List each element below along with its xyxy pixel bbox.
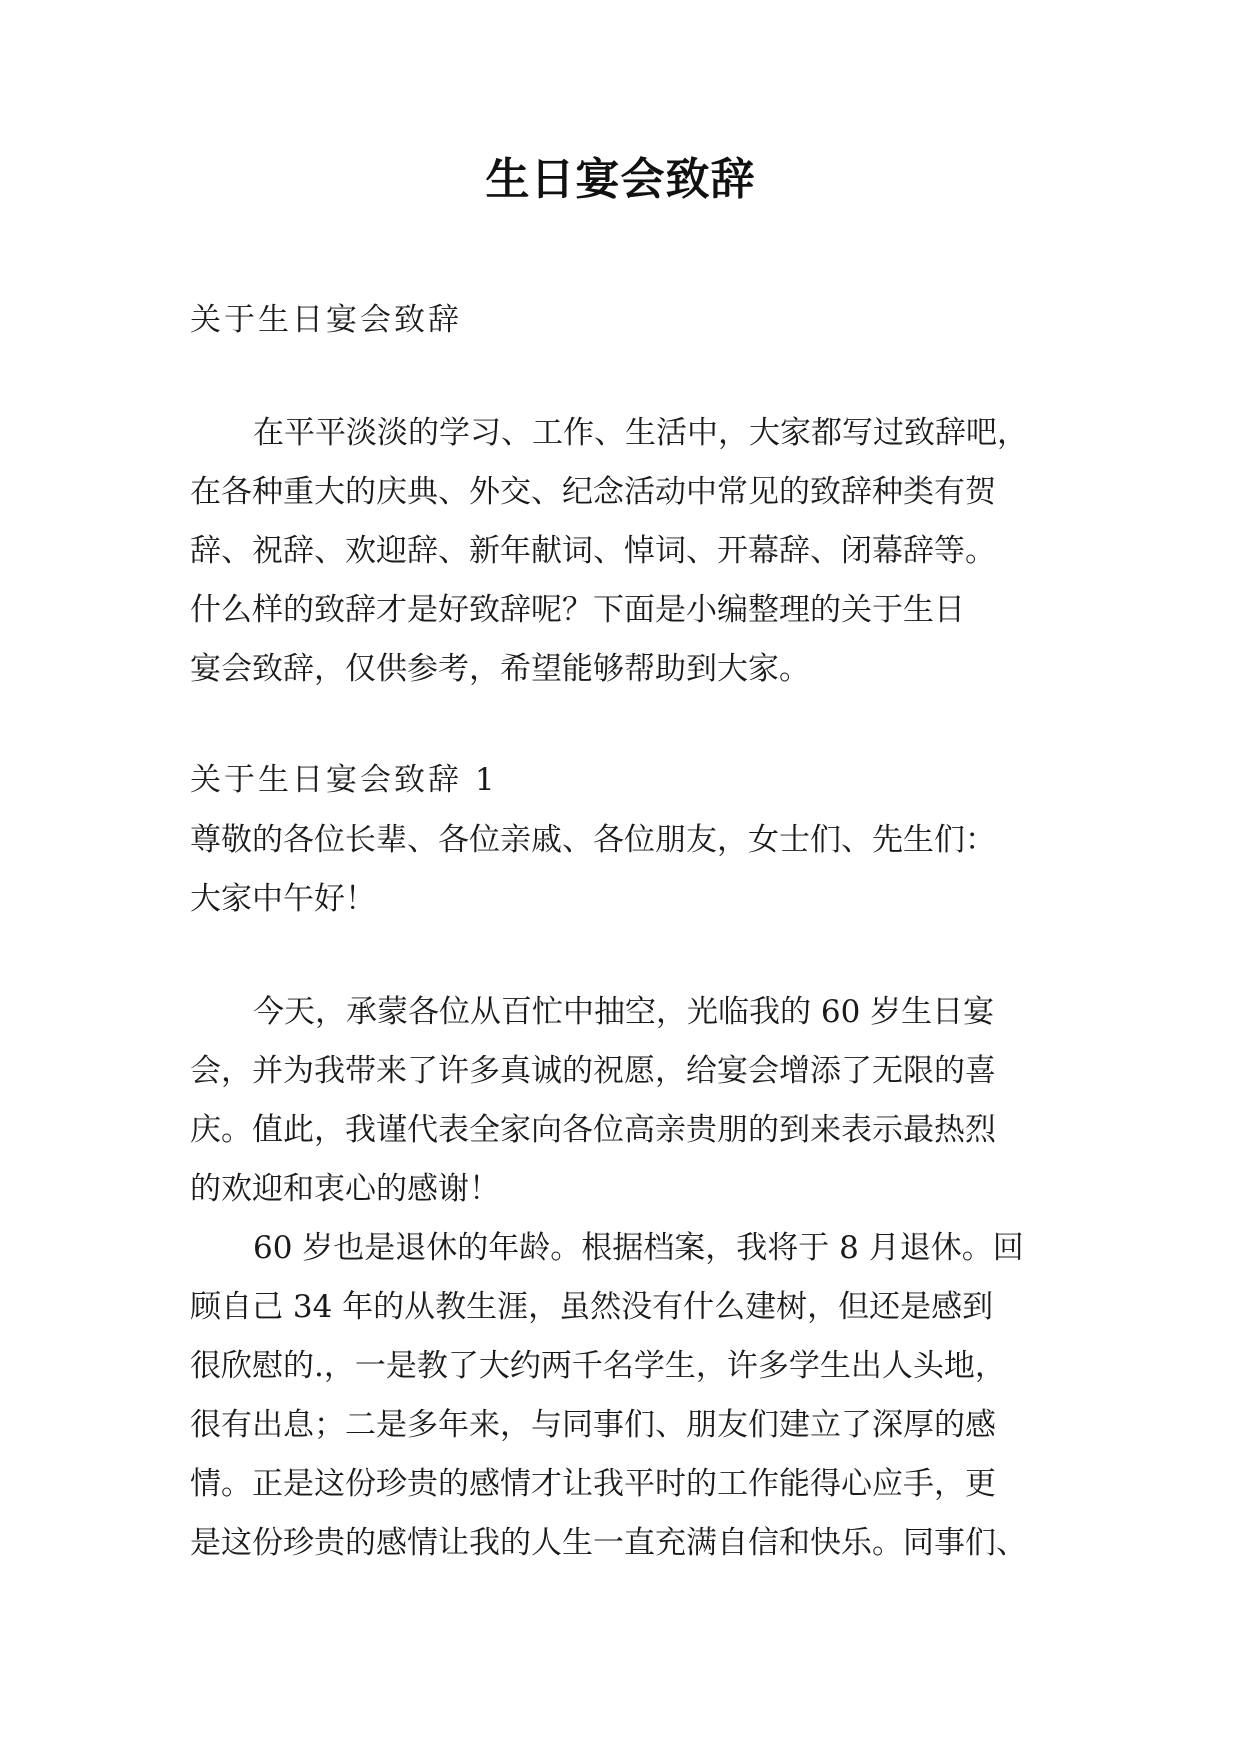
paragraph-line: 顾自己 34 年的从教生涯，虽然没有什么建树，但还是感到 bbox=[190, 1289, 994, 1325]
document-title: 生日宴会致辞 bbox=[485, 154, 756, 205]
paragraph-line: 会，并为我带来了许多真诚的祝愿，给宴会增添了无限的喜 bbox=[190, 1053, 996, 1089]
salutation-line: 尊敬的各位长辈、各位亲戚、各位朋友，女士们、先生们： bbox=[190, 822, 996, 858]
paragraph-line: 很有出息；二是多年来，与同事们、朋友们建立了深厚的感 bbox=[190, 1407, 996, 1443]
paragraph-line: 庆。值此，我谨代表全家向各位高亲贵朋的到来表示最热烈 bbox=[190, 1112, 996, 1148]
paragraph-line: 在各种重大的庆典、外交、纪念活动中常见的致辞种类有贺 bbox=[190, 474, 996, 510]
paragraph-line: 什么样的致辞才是好致辞呢？下面是小编整理的关于生日 bbox=[190, 592, 965, 628]
paragraph-line: 的欢迎和衷心的感谢！ bbox=[190, 1171, 500, 1207]
paragraph-line: 宴会致辞，仅供参考，希望能够帮助到大家。 bbox=[190, 651, 810, 687]
paragraph-line: 情。正是这份珍贵的感情才让我平时的工作能得心应手，更 bbox=[190, 1466, 996, 1502]
subtitle-line: 关于生日宴会致辞 bbox=[190, 302, 462, 338]
paragraph-line: 辞、祝辞、欢迎辞、新年献词、悼词、开幕辞、闭幕辞等。 bbox=[190, 533, 996, 569]
paragraph-line: 今天，承蒙各位从百忙中抽空，光临我的 60 岁生日宴 bbox=[253, 994, 995, 1030]
section-heading: 关于生日宴会致辞 1 bbox=[190, 762, 498, 798]
greeting-line: 大家中午好！ bbox=[190, 881, 376, 917]
paragraph-line: 是这份珍贵的感情让我的人生一直充满自信和快乐。同事们、 bbox=[190, 1525, 1027, 1561]
paragraph-line: 60 岁也是退休的年龄。根据档案，我将于 8 月退休。回 bbox=[253, 1230, 1024, 1266]
paragraph-line: 在平平淡淡的学习、工作、生活中，大家都写过致辞吧， bbox=[253, 415, 1028, 451]
paragraph-line: 很欣慰的.，一是教了大约两千名学生，许多学生出人头地， bbox=[190, 1348, 1006, 1384]
